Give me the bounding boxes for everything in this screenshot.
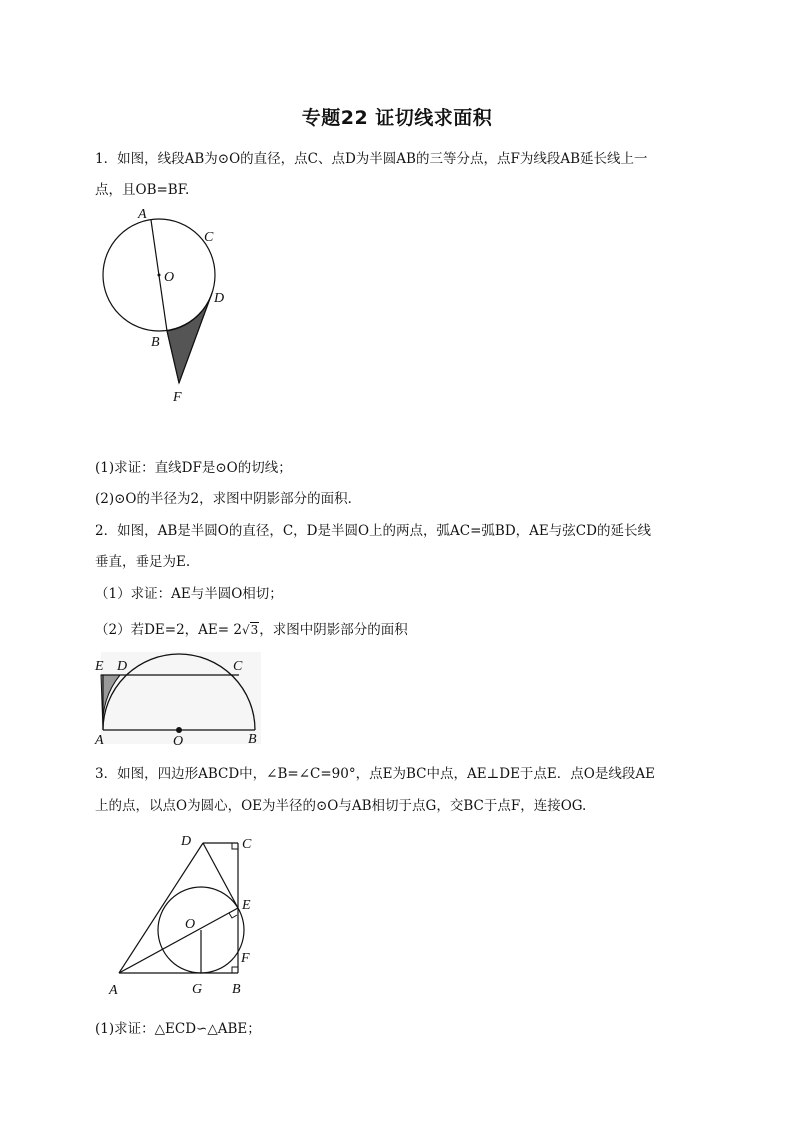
page-title: 专题22 证切线求面积 xyxy=(301,107,493,129)
label-g: G xyxy=(192,982,203,997)
label-o: O xyxy=(173,734,184,748)
label-o: O xyxy=(185,917,196,932)
problem-1-question-2: (2)⊙O的半径为2，求图中阴影部分的面积． xyxy=(95,491,362,507)
problem-3-text-line-1: 3．如图，四边形ABCD中，∠B=∠C=90°，点E为BC中点，AE⊥DE于点E．点O是线段AE xyxy=(95,766,655,782)
question-2-prefix: （2）若DE=2，AE= 2 xyxy=(95,622,242,638)
label-d: D xyxy=(214,291,225,306)
right-angle-b xyxy=(232,967,238,973)
problem-2-text-line-2: 垂直，垂足为E. xyxy=(95,554,191,570)
problem-1-text-line-2: 点，且OB=BF. xyxy=(95,182,190,198)
sqrt-radicand: 3 xyxy=(250,623,259,637)
label-d: D xyxy=(117,659,128,674)
label-b: B xyxy=(151,335,160,350)
label-c: C xyxy=(242,837,252,852)
label-e: E xyxy=(95,659,104,674)
problem-2-text-line-1: 2．如图，AB是半圆O的直径，C，D是半圆O上的两点，弧AC=弧BD，AE与弦CD的延长线 xyxy=(95,523,651,539)
label-f: F xyxy=(173,390,182,405)
problem-1-figure xyxy=(95,203,255,408)
problem-2-figure xyxy=(93,652,265,748)
question-2-suffix: ，求图中阴影部分的面积 xyxy=(259,622,408,638)
segment-de xyxy=(203,843,238,908)
label-a: A xyxy=(109,983,118,998)
label-o: O xyxy=(164,270,175,285)
label-c: C xyxy=(204,230,214,245)
label-e: E xyxy=(242,898,251,913)
label-f: F xyxy=(241,951,250,966)
problem-3-figure xyxy=(95,826,270,1001)
label-a: A xyxy=(95,733,104,748)
center-o-point xyxy=(176,727,182,733)
problem-1-question-1: (1)求证：直线DF是⊙O的切线； xyxy=(95,460,292,476)
segment-da xyxy=(119,843,203,973)
right-angle-e xyxy=(229,913,237,918)
problem-2-question-2 xyxy=(95,618,408,638)
label-b: B xyxy=(248,732,257,747)
label-b: B xyxy=(232,982,241,997)
problem-2-question-1: （1）求证：AE与半圆O相切； xyxy=(95,586,283,602)
label-d: D xyxy=(181,834,192,849)
label-c: C xyxy=(233,659,243,674)
segment-ae xyxy=(119,908,238,973)
sqrt-symbol: √ xyxy=(241,623,250,637)
problem-3-text-line-2: 上的点，以点O为圆心，OE为半径的⊙O与AB相切于点G，交BC于点F，连接OG. xyxy=(95,798,587,814)
problem-3-question-1: (1)求证：△ECD∽△ABE； xyxy=(95,1021,261,1037)
label-a: A xyxy=(138,207,147,222)
center-o-point xyxy=(158,274,161,277)
problem-1-text-line-1: 1．如图，线段AB为⊙O的直径，点C、点D为半圆AB的三等分点，点F为线段AB延长线上一 xyxy=(95,151,648,167)
right-angle-c xyxy=(232,843,238,849)
